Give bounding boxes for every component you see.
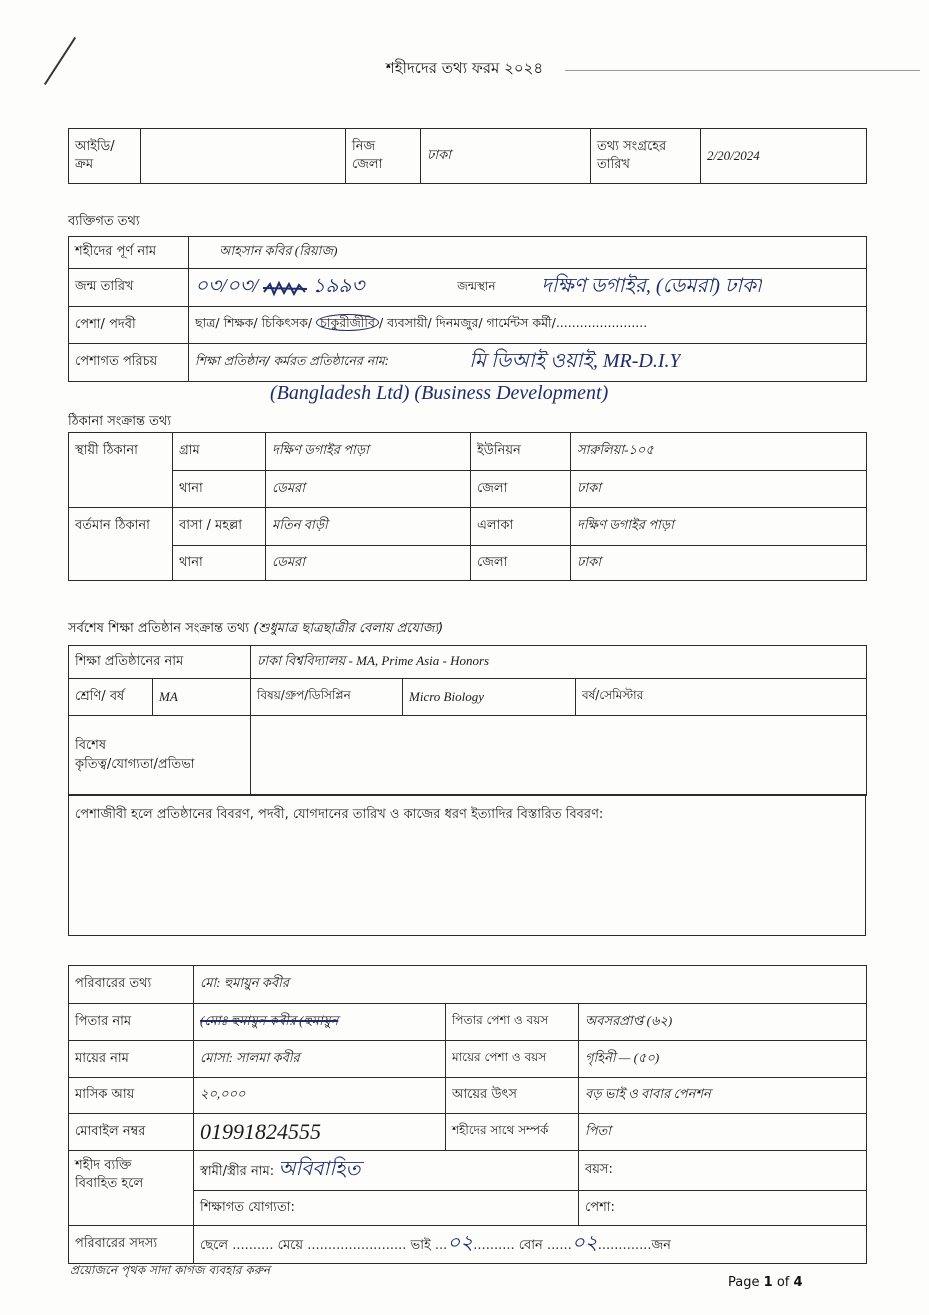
house-label: বাসা / মহল্লা	[173, 508, 266, 546]
institution-label: শিক্ষা প্রতিষ্ঠানের নাম	[69, 646, 251, 679]
family-members-label: পরিবারের সদস্য	[69, 1226, 194, 1264]
semester-label: বর্ষ/সেমিস্টার	[576, 679, 867, 716]
table-row	[69, 1078, 867, 1114]
area-value: দক্ষিণ ডগাইর পাড়া	[571, 508, 867, 546]
birthplace-label: জন্মস্থান	[457, 278, 496, 293]
family-table	[68, 965, 867, 1264]
mobile-value: 01991824555	[194, 1114, 446, 1151]
permanent-thana-value: ডেমরা	[266, 471, 471, 508]
professional-identity-value: মি ডিআই ওয়াই, MR-D.I.Y	[469, 350, 681, 372]
subject-label: বিষয়/গ্রুপ/ডিসিপ্লিন	[251, 679, 403, 716]
profession-details-label: পেশাজীবী হলে প্রতিষ্ঠানের বিবরণ, পদবী, যোগদানের তারিখ ও কাজের ধরণ ইত্যাদির বিস্তারিত বিবরণ:	[75, 807, 604, 822]
married-label: শহীদ ব্যক্তি বিবাহিত হলে	[69, 1151, 194, 1226]
home-district-value: ঢাকা	[421, 129, 591, 184]
present-district-value: ঢাকা	[571, 546, 867, 581]
present-address-label: বর্তমান ঠিকানা	[69, 508, 173, 581]
union-value: সারুলিয়া-১০৫	[571, 433, 867, 471]
present-district-label: জেলা	[471, 546, 571, 581]
table-row	[69, 716, 867, 796]
occupation-selected-circle: চাকুরীজীবি	[316, 314, 379, 331]
mother-occupation-value: গৃহিনী — (৫০)	[579, 1041, 867, 1078]
education-section-note: (শুধুমাত্র ছাত্রছাত্রীর বেলায় প্রযোজ্য)	[253, 621, 444, 636]
spouse-occupation-label: পেশা:	[579, 1191, 867, 1226]
father-occupation-value: অবসরপ্রাপ্ত (৬২)	[579, 1004, 867, 1041]
institution-value: ঢাকা বিশ্ববিদ্যালয় - MA, Prime Asia - Honors	[251, 646, 867, 679]
achievement-value	[251, 716, 867, 796]
collection-date-label: তথ্য সংগ্রহের তারিখ	[591, 129, 701, 184]
occupation-options	[189, 307, 867, 344]
occupation-options-before: ছাত্র/ শিক্ষক/ চিকিৎসক/	[195, 315, 317, 330]
table-row	[69, 1226, 867, 1264]
full-name-value: আহসান কবির (রিয়াজ)	[189, 237, 867, 269]
page-number	[728, 1275, 803, 1290]
occupation-options-after: / ব্যবসায়ী/ দিনমজুর/ গার্মেন্টস কর্মী/.......................	[378, 315, 648, 330]
father-occupation-label: পিতার পেশা ও বয়স	[446, 1004, 579, 1041]
occupation-label: পেশা/ পদবী	[69, 307, 189, 344]
table-row	[69, 237, 867, 269]
daughter-dots: ........................	[307, 1238, 407, 1253]
subject-value: Micro Biology	[403, 679, 576, 716]
permanent-thana-label: থানা	[173, 471, 266, 508]
sister-lead-dots: ......	[546, 1238, 572, 1253]
permanent-address-label: স্থায়ী ঠিকানা	[69, 433, 173, 508]
professional-identity-cell	[189, 344, 867, 382]
sister-label: বোন	[518, 1238, 543, 1253]
brother-trail-dots: ..........	[473, 1238, 515, 1253]
present-thana-label: থানা	[173, 546, 266, 581]
dob-year: ১৯৯৩	[312, 275, 365, 297]
son-dots: ..........	[232, 1238, 274, 1253]
dob-birthplace-cell	[189, 269, 867, 307]
top-info-row	[69, 129, 867, 184]
address-table	[68, 432, 867, 581]
income-source-label: আয়ের উৎস	[446, 1078, 579, 1114]
family-info-value: মো: হুমায়ুন কবীর	[194, 966, 867, 1004]
house-value: মতিন বাড়ী	[266, 508, 471, 546]
spouse-education-label: শিক্ষাগত যোগ্যতা:	[194, 1191, 579, 1226]
table-row	[69, 269, 867, 307]
table-row	[69, 1114, 867, 1151]
family-members-cell	[194, 1226, 867, 1264]
relation-label: শহীদের সাথে সম্পর্ক	[446, 1114, 579, 1151]
monthly-income-value: ২০,০০০	[194, 1078, 446, 1114]
table-row	[69, 1041, 867, 1078]
id-value	[141, 129, 346, 184]
table-row	[69, 433, 867, 471]
table-row	[69, 646, 867, 679]
table-row	[69, 966, 867, 1004]
union-label: ইউনিয়ন	[471, 433, 571, 471]
monthly-income-label: মাসিক আয়	[69, 1078, 194, 1114]
table-row	[69, 307, 867, 344]
page-total: 4	[793, 1275, 803, 1290]
spouse-label: স্বামী/স্ত্রীর নাম:	[200, 1164, 275, 1179]
form-title: শহীদদের তথ্য ফরম ২০২৪	[385, 59, 544, 77]
professional-identity-prompt: শিক্ষা প্রতিষ্ঠান/ কর্মরত প্রতিষ্ঠানের নাম:	[195, 352, 389, 368]
home-district-label: নিজ জেলা	[346, 129, 421, 184]
permanent-district-value: ঢাকা	[571, 471, 867, 508]
table-row	[69, 679, 867, 716]
brother-label: ভাই	[410, 1238, 431, 1253]
class-label: শ্রেণি/ বর্ষ	[69, 679, 153, 716]
relation-value: পিতা	[579, 1114, 867, 1151]
spouse-age-label: বয়স:	[579, 1151, 867, 1191]
personal-info-table	[68, 236, 867, 382]
daughter-label: মেয়ে	[277, 1238, 304, 1253]
members-unit: জন	[651, 1238, 671, 1253]
personal-section-title: ব্যক্তিগত তথ্য	[68, 214, 140, 229]
table-row	[69, 471, 867, 508]
village-label: গ্রাম	[173, 433, 266, 471]
collection-date-value: 2/20/2024	[701, 129, 867, 184]
sister-count: ০২	[571, 1232, 598, 1254]
family-info-label: পরিবারের তথ্য	[69, 966, 194, 1004]
education-section-title	[68, 619, 443, 640]
table-row	[69, 508, 867, 546]
education-section-title-text: সর্বশেষ শিক্ষা প্রতিষ্ঠান সংক্রান্ত তথ্য	[68, 621, 250, 636]
father-name-value: (মোঃ হুমায়ুন কবীর (হুমায়ুন	[200, 1012, 339, 1028]
profession-details-box	[68, 794, 866, 936]
mother-name-value: মোসা: সালমা কবীর	[194, 1041, 446, 1078]
dob-day-month: ০৩/০৩/	[195, 275, 259, 297]
brother-count: ০২	[447, 1232, 474, 1254]
mother-occupation-label: মায়ের পেশা ও বয়স	[446, 1041, 579, 1078]
birthplace-value: দক্ষিণ ডগাইর, (ডেমরা) ঢাকা	[541, 275, 762, 297]
table-row	[69, 546, 867, 581]
son-label: ছেলে	[200, 1238, 229, 1253]
professional-identity-label: পেশাগত পরিচয়	[69, 344, 189, 382]
id-label: আইডি/ ক্রম	[69, 129, 141, 184]
title-rule	[565, 70, 920, 71]
permanent-district-label: জেলা	[471, 471, 571, 508]
table-row	[69, 1151, 867, 1191]
table-row	[69, 344, 867, 382]
table-row	[69, 1004, 867, 1041]
sister-trail-dots: .............	[597, 1238, 652, 1253]
page-of: of	[776, 1275, 790, 1290]
top-info-table	[68, 128, 867, 184]
education-table	[68, 645, 867, 796]
page-word: Page	[728, 1275, 760, 1290]
income-source-value: বড় ভাই ও বাবার পেনশন	[579, 1078, 867, 1114]
mother-name-label: মায়ের নাম	[69, 1041, 194, 1078]
achievement-label: বিশেষ কৃতিত্ব/যোগ্যতা/প্রতিভা	[69, 716, 251, 796]
scribble-mark	[262, 280, 308, 298]
class-value: MA	[153, 679, 251, 716]
area-label: এলাকা	[471, 508, 571, 546]
footer-note: প্রয়োজনে পৃথক সাদা কাগজ ব্যবহার করুন	[70, 1263, 271, 1277]
dob-group	[195, 271, 453, 304]
mobile-label: মোবাইল নম্বর	[69, 1114, 194, 1151]
father-name-label: পিতার নাম	[69, 1004, 194, 1041]
full-name-label: শহীদের পূর্ণ নাম	[69, 237, 189, 269]
spouse-cell	[194, 1151, 579, 1191]
brother-lead-dots: ...	[434, 1238, 448, 1253]
village-value: দক্ষিণ ডগাইর পাড়া	[266, 433, 471, 471]
present-thana-value: ডেমরা	[266, 546, 471, 581]
professional-identity-value-line2: (Bangladesh Ltd) (Business Development)	[270, 382, 609, 404]
address-section-title: ঠিকানা সংক্রান্ত তথ্য	[68, 414, 172, 429]
father-name-cell	[194, 1004, 446, 1041]
spouse-value: অবিবাহিত	[278, 1158, 361, 1180]
dob-label: জন্ম তারিখ	[69, 269, 189, 307]
page-current: 1	[763, 1275, 773, 1290]
